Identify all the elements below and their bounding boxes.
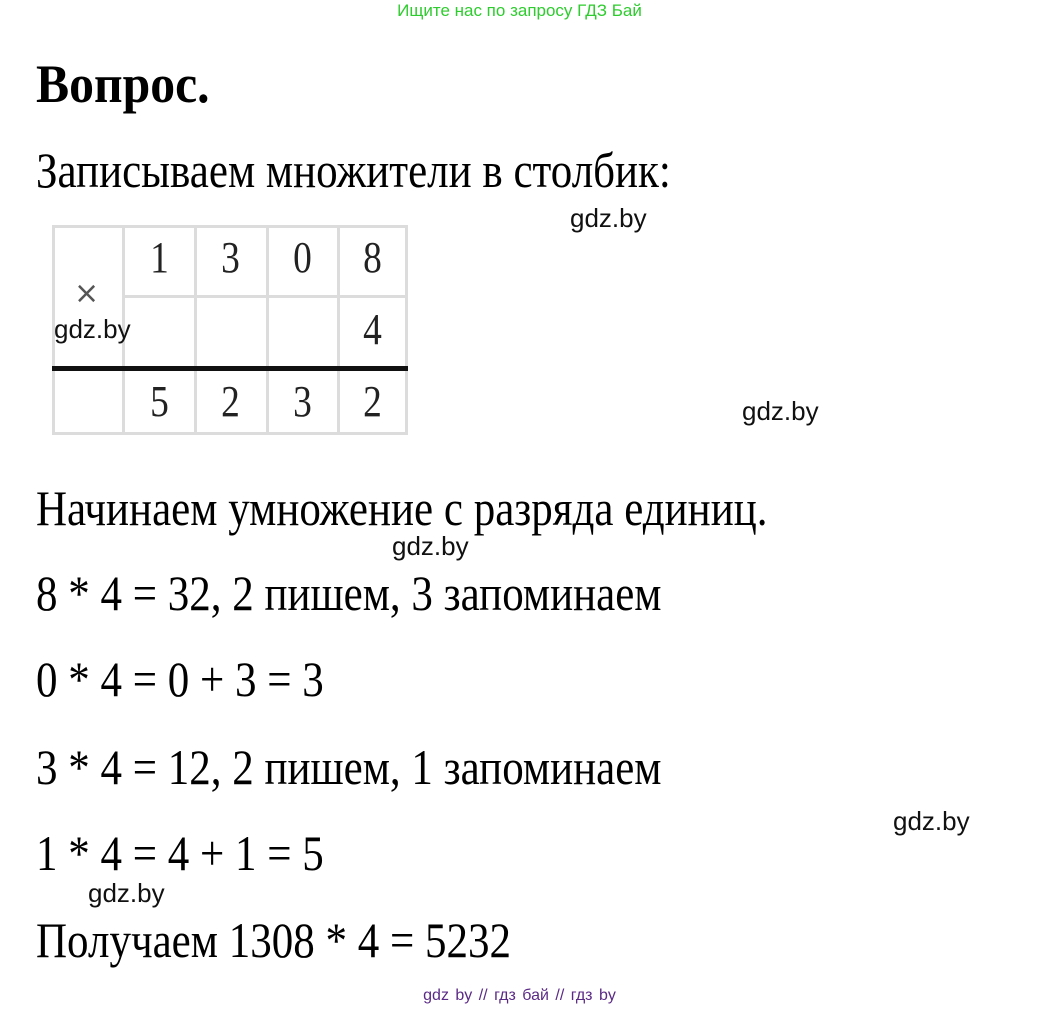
watermark: gdz.by: [54, 314, 131, 344]
grid-cell: 8: [363, 233, 382, 282]
grid-cell: 2: [363, 377, 382, 426]
grid-cell: 5: [150, 377, 169, 426]
intro-text: Записываем множители в столбик:: [36, 142, 671, 198]
watermark: gdz.by: [742, 396, 819, 426]
step-line: 0 * 4 = 0 + 3 = 3: [36, 651, 324, 707]
grid-cell: 2: [221, 377, 240, 426]
watermark: gdz.by: [88, 878, 165, 908]
multiply-icon: ×: [74, 276, 100, 311]
result-line: [52, 366, 408, 371]
top-banner: Ищите нас по запросу ГДЗ Бай: [397, 1, 642, 20]
grid-line: [266, 225, 269, 435]
step-line: 1 * 4 = 4 + 1 = 5: [36, 825, 324, 881]
footer-watermark: gdz by // гдз бай // гдз by: [423, 987, 616, 1004]
grid-line: [405, 225, 408, 435]
grid-cell: 0: [293, 233, 312, 282]
grid-cell: 3: [221, 233, 240, 282]
step-line: 8 * 4 = 32, 2 пишем, 3 запоминаем: [36, 565, 662, 621]
grid-cell: 4: [363, 305, 382, 354]
page-title: Вопрос.: [36, 54, 210, 114]
grid-line: [124, 295, 408, 298]
grid-line: [337, 225, 340, 435]
watermark: gdz.by: [570, 203, 647, 233]
steps-heading: Начинаем умножение с разряда единиц.: [36, 480, 768, 536]
grid-line: [194, 225, 197, 435]
grid-line: [52, 432, 408, 435]
watermark: gdz.by: [893, 806, 970, 836]
watermark: gdz.by: [392, 531, 469, 561]
grid-cell: 1: [150, 233, 169, 282]
grid-line: [52, 225, 408, 228]
grid-cell: 3: [293, 377, 312, 426]
step-line: 3 * 4 = 12, 2 пишем, 1 запоминаем: [36, 739, 662, 795]
conclusion-text: Получаем 1308 * 4 = 5232: [36, 912, 511, 968]
